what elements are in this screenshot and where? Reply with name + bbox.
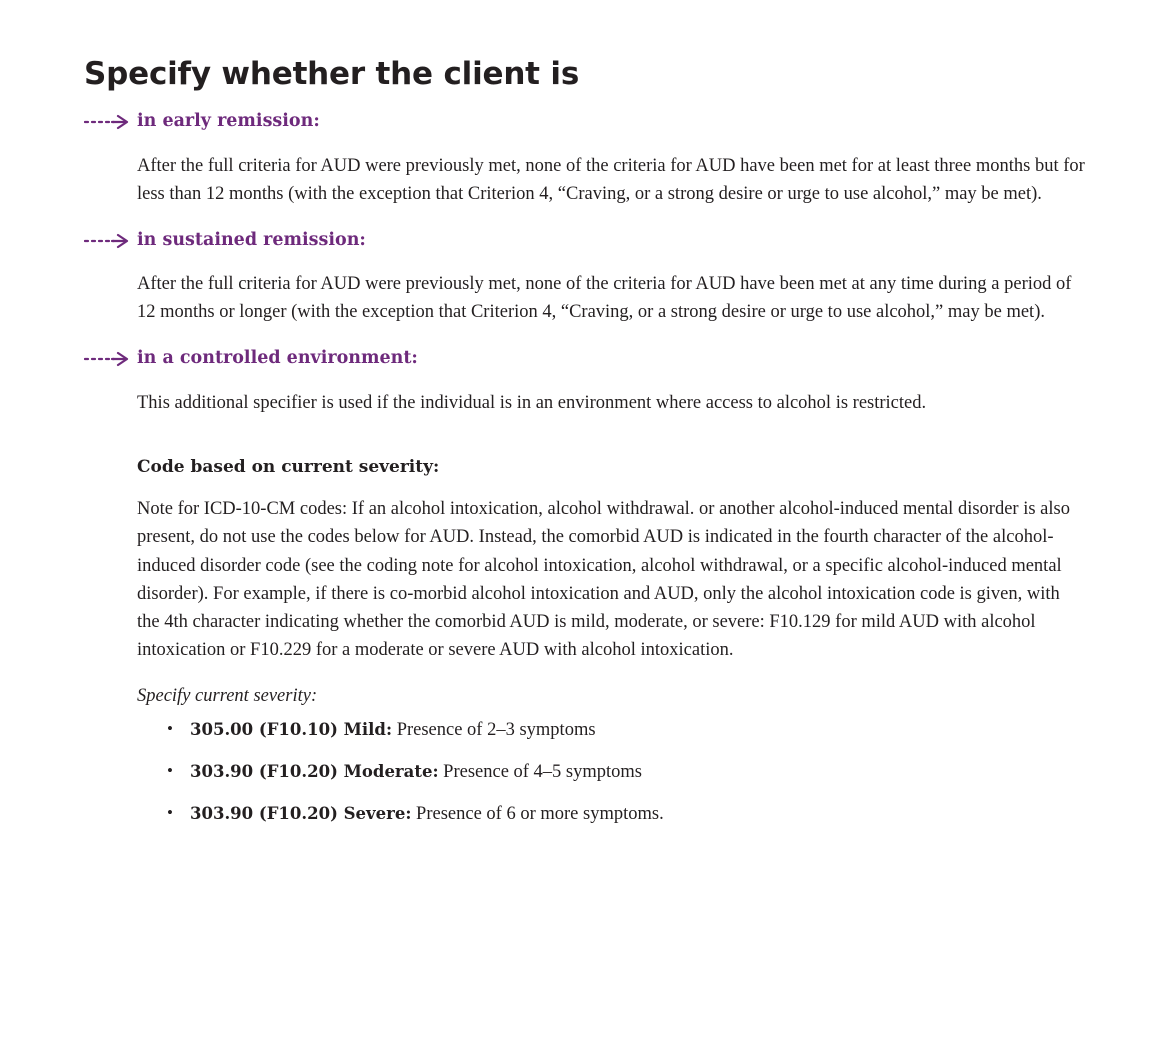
dotted-arrow-icon — [84, 350, 130, 368]
specifier-heading-label: in sustained remission: — [137, 229, 366, 250]
severity-list — [84, 717, 1085, 828]
list-item — [137, 717, 1085, 745]
severity-code-moderate: 303.90 (F10.20) Moderate: — [190, 761, 439, 781]
specifier-body: This additional specifier is used if the individual is in an environment where access to alcohol is restricted. — [137, 392, 927, 413]
dotted-arrow-icon — [84, 113, 130, 131]
dotted-arrow-icon — [84, 232, 130, 250]
severity-coding-note: Note for ICD-10-CM codes: If an alcohol intoxication, alcohol withdrawal. or another alcohol-induced mental disorder is also present, do not use the codes below for AUD. Instead, the comorbid AUD is indicated in the fourth character of the alcohol-induced disorder code (see the coding note for alcohol intoxication, alcohol withdrawal, or a specific alcohol-induced mental disorder). For example, if there is co-morbid alcohol intoxication and AUD, only the alcohol intoxication code is given, with the 4th character indicating whether the comorbid AUD is mild, moderate, or severe: F10.129 for mild AUD with alcohol intoxication or F10.229 for a moderate or severe AUD with alcohol intoxication. — [137, 499, 1070, 660]
severity-code-severe: 303.90 (F10.20) Severe: — [190, 803, 412, 823]
severity-description-mild: Presence of 2–3 symptoms — [396, 720, 596, 741]
specifier-body: After the full criteria for AUD were previously met, none of the criteria for AUD have been met at any time during a period of 12 months or longer (with the exception that Criterion 4, “Craving, or a strong desire or urge to use alcohol,” may be met). — [137, 274, 1072, 323]
page-title: Specify whether the client is — [84, 56, 580, 92]
specifier-heading — [84, 111, 1085, 133]
specify-current-severity-label: Specify current severity: — [137, 686, 318, 707]
specifier-block-early-remission — [84, 111, 1085, 208]
specifier-body: After the full criteria for AUD were previously met, none of the criteria for AUD have been met for at least three months but for less than 12 months (with the exception that Criterion 4, “Craving, or a strong desire or urge to use alcohol,” may be met). — [137, 155, 1085, 204]
specifier-heading-label: in a controlled environment: — [137, 348, 418, 369]
severity-description-severe: Presence of 6 or more symptoms. — [416, 803, 664, 824]
severity-description-moderate: Presence of 4–5 symptoms — [443, 761, 643, 782]
list-item — [137, 759, 1085, 787]
specifier-heading — [84, 348, 1085, 370]
severity-code-mild: 305.00 (F10.10) Mild: — [190, 720, 393, 740]
specifier-heading — [84, 230, 1085, 252]
specifier-block-sustained-remission — [84, 230, 1085, 327]
specifier-block-controlled-environment — [84, 348, 1085, 416]
specifier-heading-label: in early remission: — [137, 111, 320, 132]
list-item — [137, 801, 1085, 829]
severity-section-title: Code based on current severity: — [137, 456, 440, 477]
